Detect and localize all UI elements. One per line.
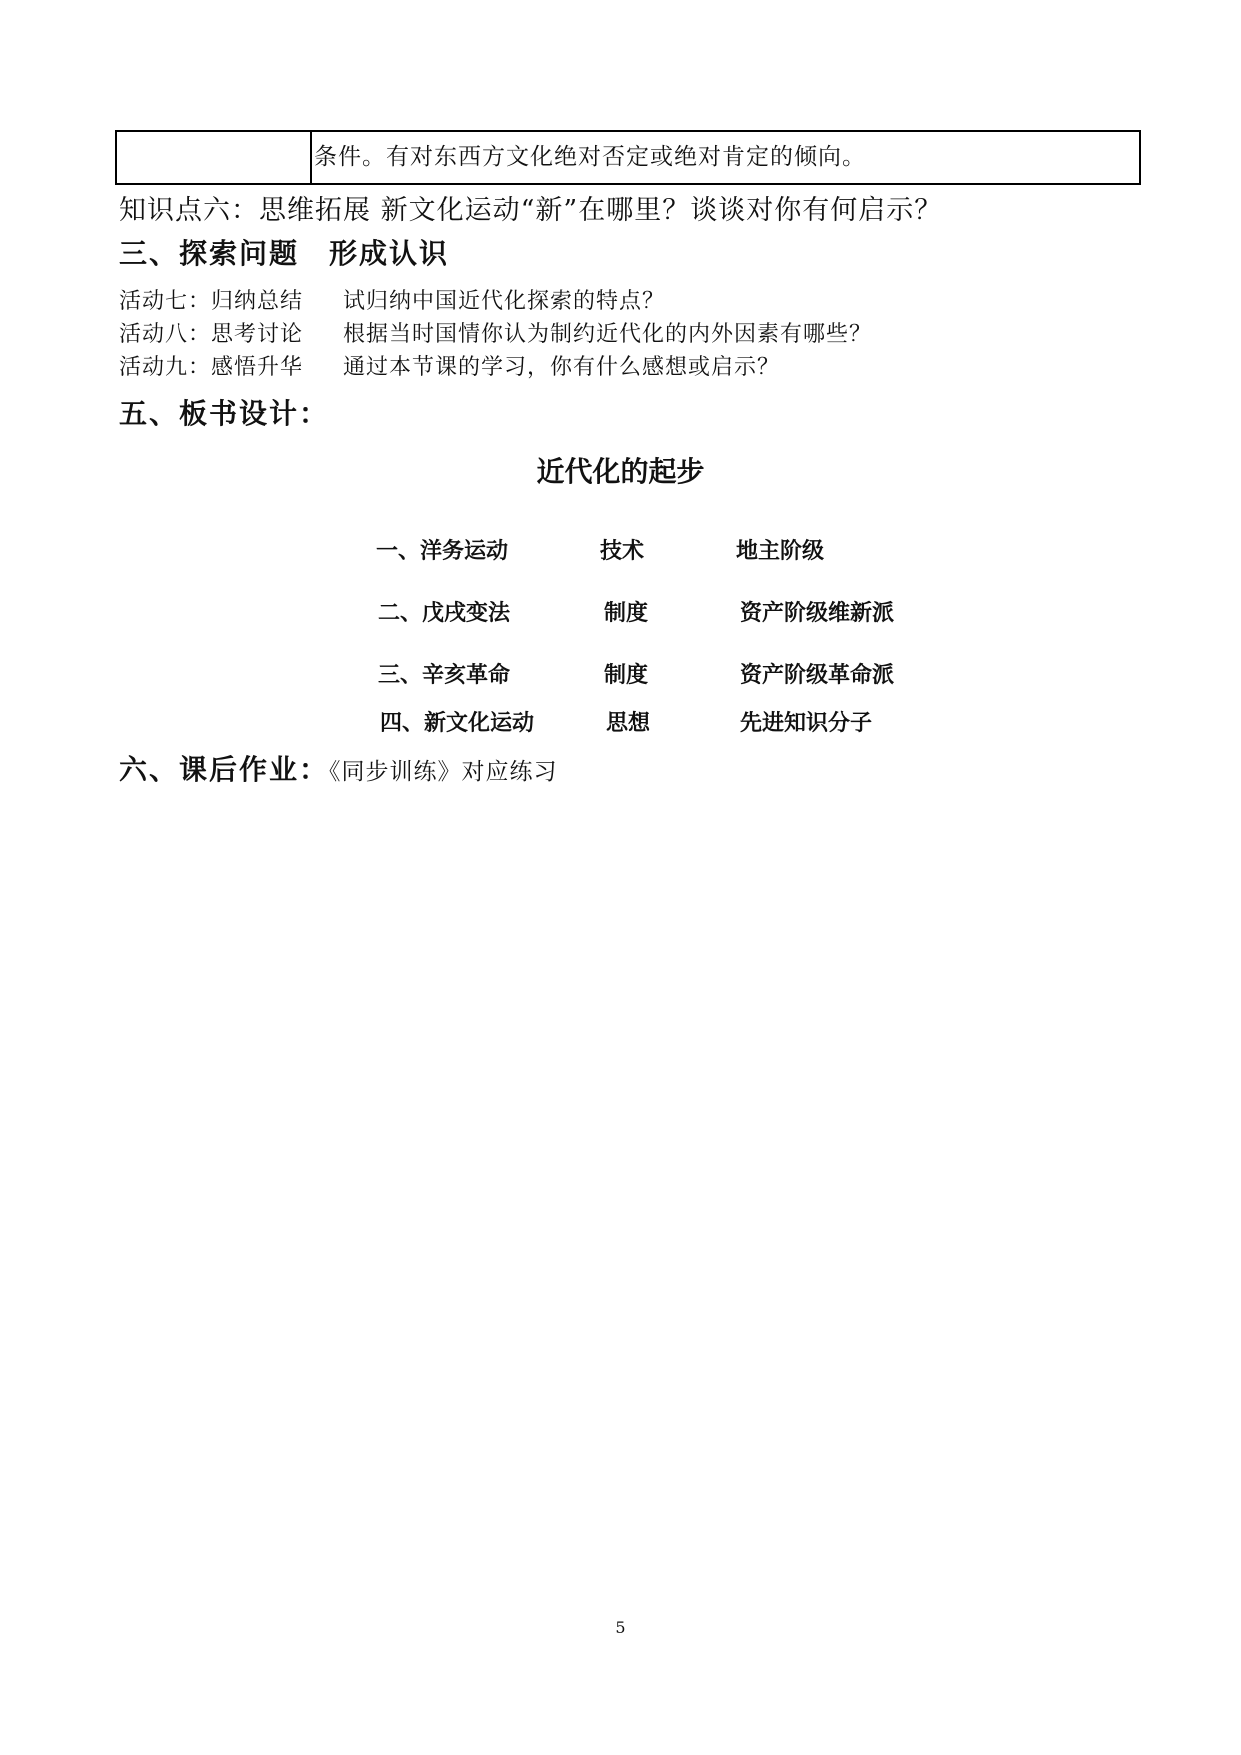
table-cell-text: 条件。有对东西方文化绝对否定或绝对肯定的倾向。 [314,144,866,170]
activity-text: 根据当时国情你认为制约近代化的内外因素有哪些？ [343,322,873,347]
section-5-heading: 五、板书设计： [119,397,330,430]
board-event: 三、辛亥革命 [378,663,511,688]
activity-7 [119,284,665,315]
activity-label: 活动八：思考讨论 [119,322,304,347]
page-number: 5 [615,1618,626,1637]
activity-9 [119,350,780,381]
knowledge-point-6: 知识点六：思维拓展 新文化运动“新”在哪里？谈谈对你有何启示？ [119,195,943,226]
board-aspect: 思想 [606,711,651,736]
board-class: 地主阶级 [736,539,825,564]
board-aspect: 制度 [604,663,649,688]
activity-label: 活动九：感悟升华 [119,355,304,380]
activity-text: 试归纳中国近代化探索的特点？ [343,289,666,314]
board-class: 资产阶级革命派 [740,663,895,688]
activity-text: 通过本节课的学习，你有什么感想或启示？ [343,355,781,380]
table-cell-empty [117,132,312,183]
board-event: 二、戊戌变法 [378,601,511,626]
table-row [115,130,1141,185]
activity-8 [119,317,872,348]
board-aspect: 制度 [604,601,649,626]
board-aspect: 技术 [600,539,645,564]
section-6-heading: 六、课后作业： [119,753,330,786]
activity-label: 活动七：归纳总结 [119,289,304,314]
section-3-heading: 三、探索问题 形成认识 [119,237,450,270]
board-title: 近代化的起步 [536,455,705,488]
board-class: 资产阶级维新派 [740,601,895,626]
board-event: 四、新文化运动 [380,711,535,736]
board-event: 一、洋务运动 [376,539,509,564]
section-6 [119,748,558,788]
board-class: 先进知识分子 [740,711,873,736]
homework-text: 《同步训练》对应练习 [329,759,558,785]
